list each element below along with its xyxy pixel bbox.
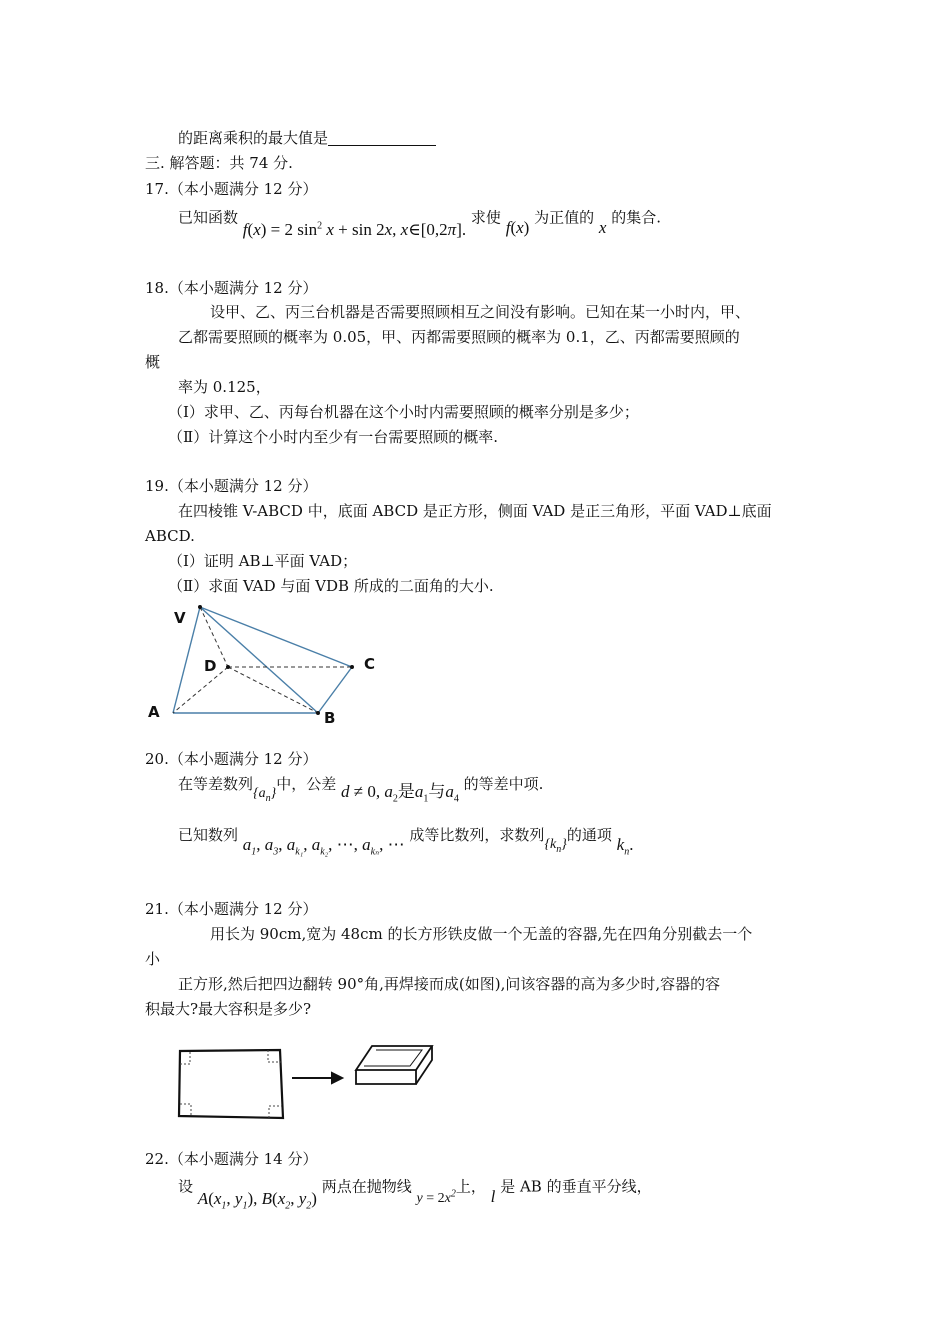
prev-question-text: 的距离乘积的最大值是	[178, 129, 329, 147]
q22-text-1: 设	[178, 1177, 194, 1196]
q17-text-3: 为正值的	[534, 208, 595, 227]
q20-text-6: 的通项	[566, 826, 612, 844]
label-a: A	[148, 703, 160, 721]
q20-condition-formula: d	[341, 782, 350, 801]
q22-text-4: 是 AB 的垂直平分线，	[500, 1177, 652, 1196]
q20-text-3: 的等差中项.	[463, 775, 544, 793]
q19-part-2: （Ⅱ）求面 VAD 与面 VDB 所成的二面角的大小.	[168, 577, 494, 595]
q20-text-2: 中，公差	[276, 775, 337, 793]
q20-geometric-sequence: $a_1$	[242, 835, 257, 858]
q22-heading: 22.（本小题满分 14 分）	[145, 1150, 318, 1168]
q19-line-1: 在四棱锥 V-ABCD 中，底面 ABCD 是正方形，侧面 VAD 是正三角形，平面 VAD⊥底面	[178, 502, 772, 520]
label-c: C	[364, 655, 376, 673]
q18-line-4: 率为 0.125，	[178, 378, 271, 396]
q18-line-3: 概	[145, 353, 161, 371]
q20-seq-kn: $\{k_n\}$	[544, 837, 567, 855]
q21-line-2: 小	[145, 950, 161, 968]
q17-text-4: 的集合.	[611, 208, 662, 227]
section-heading: 三. 解答题：共 74 分.	[145, 154, 293, 172]
answer-blank[interactable]	[328, 131, 436, 146]
q17-fx: f	[505, 217, 511, 237]
q19-heading: 19.（本小题满分 12 分）	[145, 477, 318, 495]
q20-text-4: 已知数列	[178, 826, 239, 844]
label-v: V	[174, 609, 186, 627]
q19-part-1: （Ⅰ）证明 AB⊥平面 VAD；	[168, 552, 358, 570]
box-inner-rim	[364, 1050, 422, 1066]
pyramid-figure	[140, 595, 390, 730]
q21-line-3: 正方形,然后把四边翻转 90°角,再焊接而成(如图),问该容器的高为多少时,容器的容	[178, 975, 721, 993]
arrow-head	[332, 1073, 342, 1083]
edge-da	[173, 667, 228, 713]
q17-heading: 17.（本小题满分 12 分）	[145, 180, 318, 198]
q17-text-1: 已知函数	[178, 208, 239, 227]
q18-part-2: （Ⅱ）计算这个小时内至少有一台需要照顾的概率.	[168, 428, 498, 446]
q22-parabola: y	[416, 1190, 423, 1206]
q18-line-2: 乙都需要照顾的概率为 0.05，甲、丙都需要照顾的概率为 0.1，乙、丙都需要照顾的	[178, 328, 740, 346]
q17-text: 已知函数 f(x) = 2 $\sin^2 x + \sin 2x$, x∈[0,2π]. 求使 f(x) 为正值的 x 的集合.	[178, 208, 662, 239]
q20-seq-an: $\{a_n\}$	[253, 786, 277, 804]
q17-function-formula: f	[242, 219, 248, 239]
metal-sheet-outline	[179, 1050, 283, 1118]
q21-heading: 21.（本小题满分 12 分）	[145, 900, 318, 918]
q19-line-2: ABCD.	[145, 527, 195, 545]
box-front	[356, 1070, 416, 1084]
q21-line-4: 积最大?最大容积是多少?	[145, 1000, 312, 1018]
q22-line-l: l	[490, 1186, 496, 1206]
q18-line-1: 设甲、乙、丙三台机器是否需要照顾相互之间没有影响。已知在某一小时内，甲、	[210, 303, 751, 321]
q17-x: x	[598, 217, 607, 237]
label-b: B	[324, 709, 336, 727]
label-d: D	[204, 657, 217, 675]
open-box	[356, 1046, 432, 1084]
edge-vc	[200, 607, 352, 667]
q20-text-1: 在等差数列	[178, 775, 254, 793]
q18-heading: 18.（本小题满分 12 分）	[145, 279, 318, 297]
q20-heading: 20.（本小题满分 12 分）	[145, 750, 318, 768]
q20-line-2: 已知数列 $a_1$, $a_3$, $a_{k_1}$, $a_{k_2}$, ⋯, $a_{k_n}$, ⋯ 成等比数列，求数列$\{k_n\}$的通项 $k_n$.	[178, 826, 634, 858]
edge-db	[228, 667, 318, 713]
edge-vb	[200, 607, 318, 713]
container-figure	[170, 1028, 440, 1123]
q20-line-1: 在等差数列$\{a_n\}$中，公差 d ≠ 0, $a_2$是$a_1$与$a_4$ 的等差中项.	[178, 775, 544, 805]
edge-bc	[318, 667, 352, 713]
q21-line-1: 用长为 90cm,宽为 48cm 的长方形铁皮做一个无盖的容器,先在四角分别截去一个	[210, 925, 753, 943]
q20-text-5: 成等比数列，求数列	[409, 826, 545, 844]
q22-points-formula: A	[197, 1188, 209, 1208]
q18-part-1: （Ⅰ）求甲、乙、丙每台机器在这个小时内需要照顾的概率分别是多少；	[168, 403, 639, 421]
q20-kn: $k_n$	[616, 835, 630, 858]
prev-question-tail	[178, 128, 436, 148]
q22-text-2: 两点在抛物线	[321, 1177, 412, 1196]
q22-line-1: 设 $A(x_1$, $y_1$), $B(x_2$, $y_2$) 两点在抛物线 $y = 2x^2$上， l 是 AB 的垂直平分线，	[178, 1177, 652, 1212]
q17-text-2: 求使	[470, 208, 501, 227]
q22-text-3: 上，	[455, 1177, 486, 1196]
